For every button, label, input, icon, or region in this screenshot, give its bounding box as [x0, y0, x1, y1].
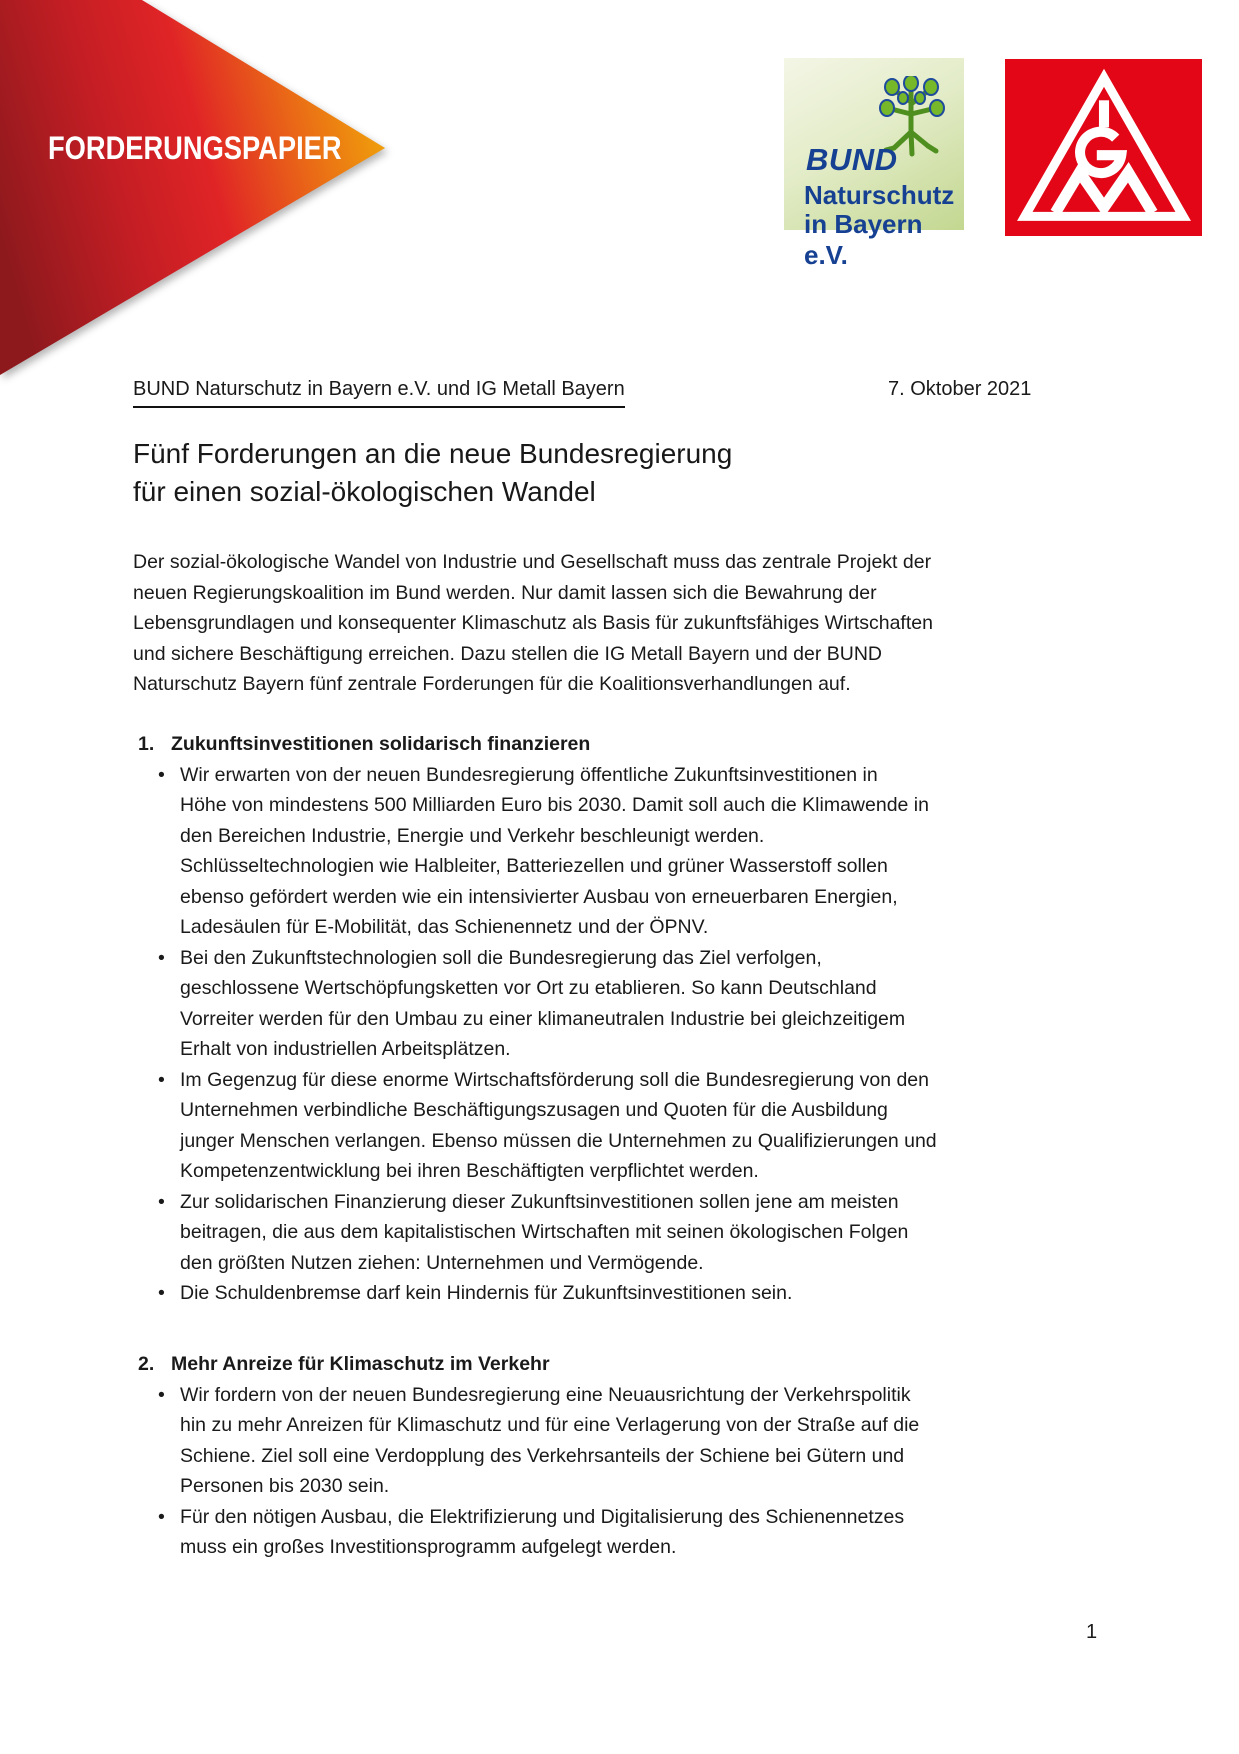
- bullet-text: [180, 943, 905, 1065]
- bullet-list: [133, 760, 937, 1309]
- text-line: neuen Regierungskoalition im Bund werden. Nur damit lassen sich die Bewahrung der: [133, 581, 877, 604]
- section-title: Zukunftsinvestitionen solidarisch finanzieren: [171, 733, 591, 755]
- text-line: ebenso gefördert werden wie ein intensivierter Ausbau von erneuerbaren Energien,: [180, 885, 898, 908]
- text-line: junger Menschen verlangen. Ebenso müssen die Unternehmen zu Qualifizierungen und: [180, 1129, 937, 1152]
- bullet-marker: •: [158, 1190, 165, 1213]
- text-line: Ladesäulen für E-Mobilität, das Schienennetz und der ÖPNV.: [180, 916, 709, 938]
- text-line: Schlüsseltechnologien wie Halbleiter, Batteriezellen und grüner Wasserstoff sollen: [180, 855, 888, 877]
- text-line: Wir erwarten von der neuen Bundesregierung öffentliche Zukunftsinvestitionen in: [180, 763, 878, 786]
- text-line: Im Gegenzug für diese enorme Wirtschaftsförderung soll die Bundesregierung von den: [180, 1068, 929, 1091]
- banner-title: FORDERUNGSPAPIER: [48, 130, 342, 167]
- text-line: Höhe von mindestens 500 Milliarden Euro bis 2030. Damit soll auch die Klimawende in: [180, 794, 929, 816]
- bullet-item: [158, 1502, 919, 1563]
- bullet-item: [158, 943, 937, 1065]
- intro-paragraph: [133, 547, 933, 700]
- text-line: Für den nötigen Ausbau, die Elektrifizierung und Digitalisierung des Schienennetzes: [180, 1505, 905, 1528]
- page-title: [133, 435, 732, 511]
- bullet-item: [158, 1065, 937, 1187]
- text-line: Bei den Zukunftstechnologien soll die Bundesregierung das Ziel verfolgen,: [180, 946, 822, 969]
- document-date: 7. Oktober 2021: [888, 378, 1032, 400]
- text-line: Vorreiter werden für den Umbau zu einer klimaneutralen Industrie bei gleichzeitigem: [180, 1007, 906, 1030]
- section-2: [133, 1349, 919, 1563]
- bullet-item: [158, 1187, 937, 1279]
- text-line: den größten Nutzen ziehen: Unternehmen und Vermögende.: [180, 1251, 704, 1274]
- bund-logo-line3: in Bayern e.V.: [804, 209, 923, 270]
- section-heading: [138, 1349, 919, 1380]
- text-line: Wir fordern von der neuen Bundesregierung eine Neuausrichtung der Verkehrspolitik: [180, 1383, 911, 1406]
- bullet-marker: •: [158, 1383, 165, 1406]
- text-line: Schiene. Ziel soll eine Verdopplung des Verkehrsanteils der Schiene bei Gütern und: [180, 1444, 905, 1467]
- bullet-text: [180, 1065, 937, 1187]
- bullet-item: [158, 1380, 919, 1502]
- bund-logo-line2: Naturschutz: [804, 180, 955, 210]
- text-line: Zur solidarischen Finanzierung dieser Zukunftsinvestitionen sollen jene am meisten: [180, 1190, 899, 1213]
- document-header-row: [133, 374, 1108, 408]
- text-line: hin zu mehr Anreizen für Klimaschutz und für eine Verlagerung von der Straße auf die: [180, 1414, 920, 1436]
- text-line: Unternehmen verbindliche Beschäftigungszusagen und Quoten für die Ausbildung: [180, 1099, 888, 1121]
- bullet-item: [158, 760, 937, 943]
- page-number: 1: [1086, 1621, 1098, 1643]
- text-line: Personen bis 2030 sein.: [180, 1475, 390, 1497]
- page-title-line1: Fünf Forderungen an die neue Bundesregierung: [133, 438, 733, 469]
- text-line: geschlossene Wertschöpfungsketten vor Ort zu etablieren. So kann Deutschland: [180, 977, 877, 999]
- ig-metall-logo: [1005, 59, 1202, 236]
- igm-triangle-icon: [1014, 67, 1194, 229]
- text-line: Erhalt von industriellen Arbeitsplätzen.: [180, 1038, 511, 1060]
- bullet-text: [180, 760, 929, 943]
- bullet-marker: •: [158, 1505, 165, 1528]
- bullet-marker: •: [158, 946, 165, 969]
- text-line: Der sozial-ökologische Wandel von Industrie und Gesellschaft muss das zentrale Projekt der: [133, 551, 932, 573]
- text-line: Kompetenzentwicklung bei ihren Beschäftigten verpflichtet werden.: [180, 1160, 759, 1182]
- page-title-line2: für einen sozial-ökologischen Wandel: [133, 476, 596, 507]
- bullet-text: [180, 1502, 904, 1563]
- bund-logo-wordmark: BUND: [806, 142, 898, 177]
- bullet-marker: •: [158, 1068, 165, 1091]
- text-line: Die Schuldenbremse darf kein Hindernis für Zukunftsinvestitionen sein.: [180, 1282, 793, 1304]
- text-line: muss ein großes Investitionsprogramm aufgelegt werden.: [180, 1536, 677, 1558]
- bullet-text: [180, 1380, 919, 1502]
- text-line: und sichere Beschäftigung erreichen. Dazu stellen die IG Metall Bayern und der BUND: [133, 642, 882, 665]
- text-line: Naturschutz Bayern fünf zentrale Forderungen für die Koalitionsverhandlungen auf.: [133, 673, 851, 695]
- bullet-text: [180, 1278, 792, 1309]
- section-number: 1.: [138, 733, 155, 755]
- section-title: Mehr Anreize für Klimaschutz im Verkehr: [171, 1353, 550, 1375]
- organizations-label: BUND Naturschutz in Bayern e.V. und IG Metall Bayern: [133, 374, 625, 408]
- banner-arrow-graphic: [0, 0, 420, 400]
- bullet-list: [133, 1380, 919, 1563]
- text-line: Lebensgrundlagen und konsequenter Klimaschutz als Basis für zukunftsfähiges Wirtschaften: [133, 612, 933, 634]
- bund-naturschutz-logo: [784, 58, 964, 270]
- text-line: den Bereichen Industrie, Energie und Verkehr beschleunigt werden.: [180, 824, 765, 847]
- bullet-marker: •: [158, 1282, 165, 1304]
- bullet-text: [180, 1187, 908, 1279]
- bullet-marker: •: [158, 763, 165, 786]
- bullet-item: [158, 1278, 937, 1309]
- text-line: beitragen, die aus dem kapitalistischen Wirtschaften mit seinen ökologischen Folgen: [180, 1221, 909, 1243]
- section-1: [133, 729, 937, 1309]
- section-number: 2.: [138, 1353, 155, 1375]
- section-heading: [138, 729, 937, 760]
